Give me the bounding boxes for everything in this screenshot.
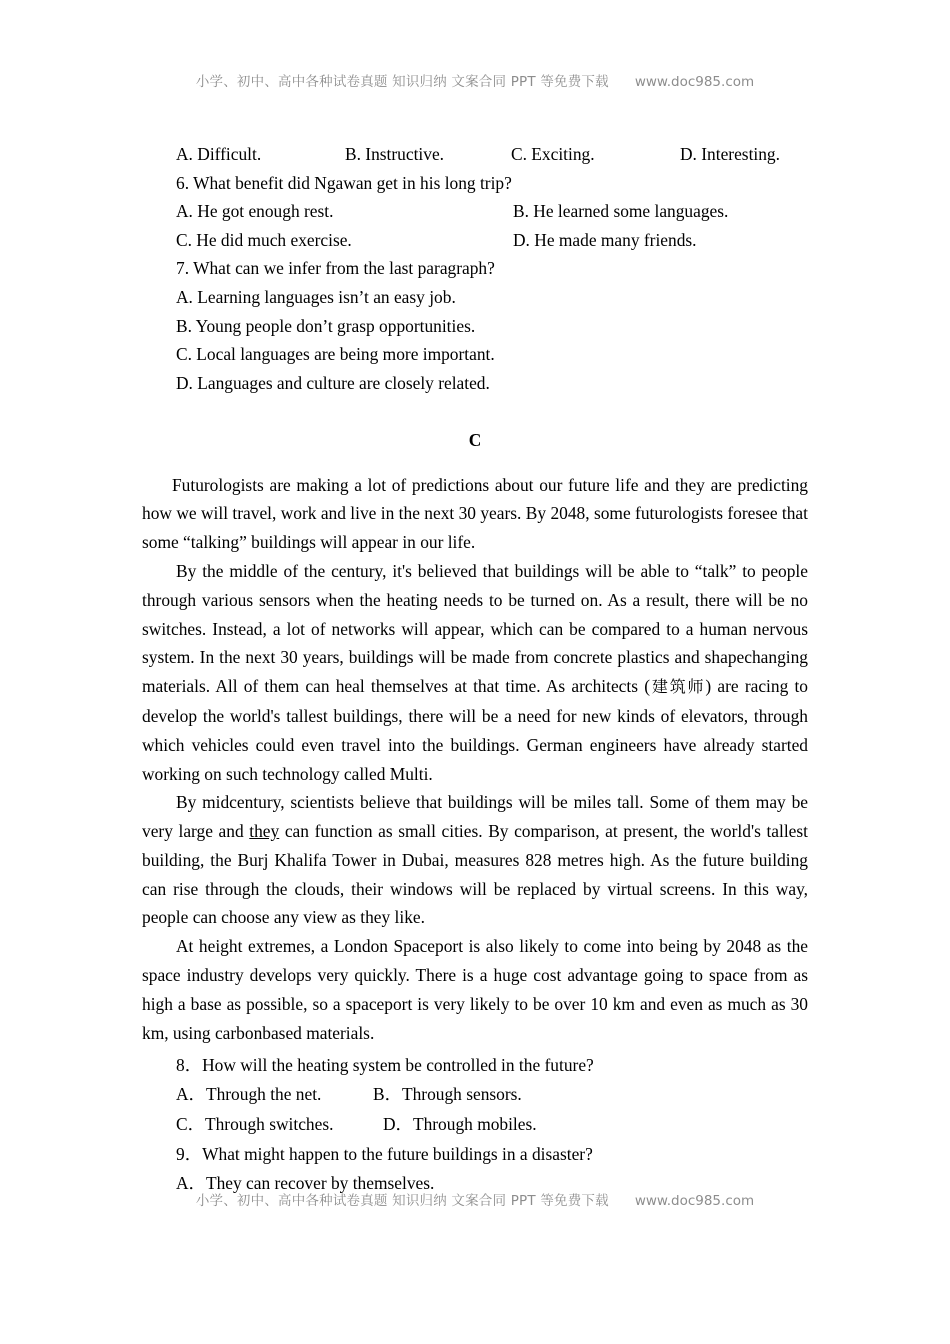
passage-p3-part-b: can function as small cities. By comparison, at present, the world's tallest building, the Burj Khalifa Tower in Dubai, measures 828 metres high. As the future building can rise through the clouds, their windows will be replaced by virtual screens. In this way, people can choose any view as they like. (142, 821, 808, 928)
passage-p3-underlined-pronoun: they (249, 821, 280, 842)
spacer (142, 455, 808, 471)
watermark-text: 小学、初中、高中各种试卷真题 知识归纳 文案合同 PPT 等免费下载 (195, 1193, 609, 1209)
passage-paragraph-3 (142, 788, 808, 932)
spacer (142, 397, 808, 426)
question-8-option-d: D．Through mobiles. (383, 1114, 537, 1135)
question-9-stem: 9．What might happen to the future buildings in a disaster? (176, 1144, 593, 1165)
question-8-option-c: C．Through switches. (176, 1114, 334, 1135)
option-a: A. Difficult. (176, 144, 262, 164)
option-row-top (176, 140, 808, 169)
watermark-text: 小学、初中、高中各种试卷真题 知识归纳 文案合同 PPT 等免费下载 (195, 74, 609, 90)
passage-paragraph-4: At height extremes, a London Spaceport is also likely to come into being by 2048 as the space industry develops very quickly. There is a huge cost advantage going to space from as high a base as possible, so a spaceport is very likely to be over 10 km and even as much as 30 km, using carbonbased materials. (142, 936, 808, 1043)
question-9-option-a: A．They can recover by themselves. (176, 1172, 435, 1193)
question-6-options-row-2 (176, 226, 808, 255)
option-c: C. Exciting. (511, 144, 595, 164)
passage-paragraph-1: Futurologists are making a lot of predictions about our future life and they are predicting how we will travel, work and live in the next 30 years. By 2048, some futurologists foresee that some “talking” buildings will appear in our life. (142, 474, 808, 553)
question-8-options-row-2 (176, 1110, 808, 1140)
watermark-url: www.doc985.com (634, 1193, 755, 1209)
question-6-option-a: A. He got enough rest. (176, 201, 334, 222)
option-b: B. Instructive. (345, 144, 445, 164)
question-7-option-c: C. Local languages are being more important. (176, 344, 495, 365)
question-7-stem: 7. What can we infer from the last paragraph? (176, 258, 495, 279)
passage-p2-part-a: By the middle of the century, it's believed that buildings will be able to “talk” to people through various sensors when the heating needs to be turned on. As a result, there will be no switches. Instead, a lot of networks will appear, which can be compared to a human nervous system. In the next 30 years, buildings will be made from concrete plastics and shape (142, 560, 808, 668)
option-d: D. Interesting. (680, 144, 780, 164)
question-7-option-b: B. Young people don’t grasp opportunities. (176, 315, 476, 336)
question-8-stem: 8．How will the heating system be controlled in the future? (176, 1055, 594, 1076)
question-6-option-c: C. He did much exercise. (176, 229, 352, 250)
watermark-url: www.doc985.com (634, 74, 755, 90)
question-6-stem: 6. What benefit did Ngawan get in his long trip? (176, 172, 512, 193)
question-8-option-b: B．Through sensors. (373, 1084, 522, 1105)
question-8-option-a: A．Through the net. (176, 1084, 322, 1105)
passage-p2-part-c: ) are racing to develop the world's tallest buildings, there will be a need for new kinds of elevators, through which vehicles could even travel into the buildings. German engineers have already started working on such technology called Multi. (142, 676, 808, 784)
question-8-options-row-1 (176, 1080, 808, 1110)
passage-paragraph-2 (142, 557, 808, 788)
passage-p2-part-b: changing materials. All of them can heal themselves at that time. As architects ( (142, 647, 808, 697)
question-7-option-d: D. Languages and culture are closely related. (176, 372, 490, 393)
document-content (142, 0, 808, 1197)
question-6-option-d: D. He made many friends. (513, 229, 697, 250)
question-6-option-b: B. He learned some languages. (513, 201, 729, 222)
question-7-option-a: A. Learning languages isn’t an easy job. (176, 286, 456, 307)
passage-p3-part-a: By midcentury, scientists believe that buildings will be miles tall. Some of them may be very large and (142, 792, 808, 842)
watermark-footer (0, 1189, 950, 1209)
section-heading-c: C (468, 429, 482, 450)
passage-p2-chinese-gloss: 建筑师 (650, 677, 706, 697)
question-6-options-row-1 (176, 197, 808, 226)
